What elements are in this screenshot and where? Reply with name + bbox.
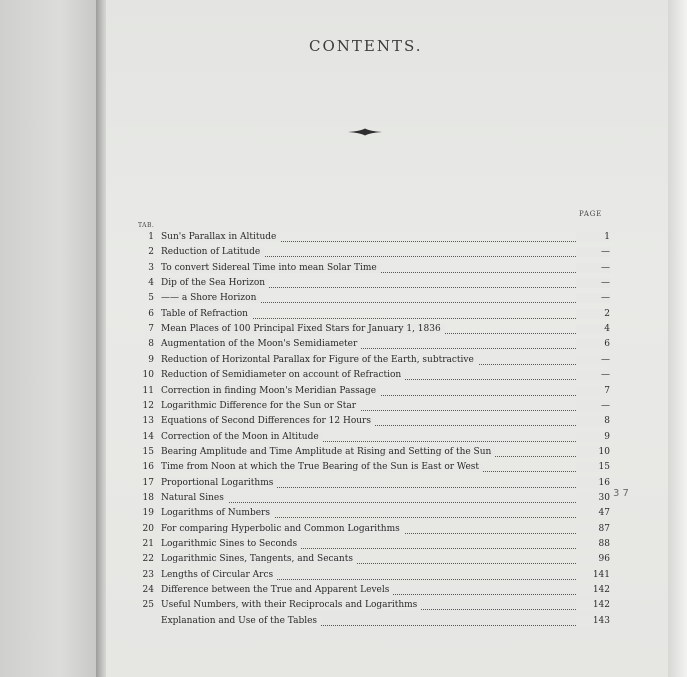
contents-row	[140, 429, 610, 444]
table-number: 13	[142, 416, 154, 427]
table-title: Reduction of Semidiameter on account of Refraction	[161, 370, 405, 380]
page-title: CONTENTS.	[309, 37, 423, 55]
table-number: 16	[142, 462, 154, 473]
table-title: Time from Noon at which the True Bearing of the Sun is East or West	[161, 462, 483, 472]
page-number: 2	[576, 309, 610, 319]
table-number: 20	[142, 523, 154, 534]
table-number: 8	[148, 339, 154, 350]
contents-row	[140, 367, 610, 382]
page-number: 15	[576, 462, 610, 472]
table-number: 10	[142, 370, 154, 381]
page-number: 1	[576, 232, 610, 242]
page-number: 30	[576, 493, 610, 503]
contents-row	[140, 306, 610, 321]
page-number: 6	[576, 339, 610, 349]
table-title: Correction of the Moon in Altitude	[161, 432, 323, 442]
table-number: 1	[148, 232, 154, 242]
page-number: 142	[576, 600, 610, 610]
left-page	[0, 0, 100, 677]
table-number: 3	[148, 262, 154, 273]
table-number: 2	[148, 247, 154, 258]
contents-row	[140, 490, 610, 505]
contents-row	[140, 352, 610, 367]
table-number: 5	[148, 293, 154, 304]
contents-row	[140, 613, 610, 628]
pencil-annotation: 3 7	[613, 488, 629, 499]
table-title: Difference between the True and Apparent Levels	[161, 585, 393, 595]
contents-row	[140, 459, 610, 474]
table-title: —— a Shore Horizon	[161, 293, 260, 303]
contents-row	[140, 383, 610, 398]
page-number: 10	[576, 447, 610, 457]
table-number: 25	[142, 600, 154, 611]
table-title: Useful Numbers, with their Reciprocals and Logarithms	[161, 600, 421, 610]
contents-row	[140, 275, 610, 290]
table-number: 6	[148, 308, 154, 319]
table-number: 12	[142, 400, 154, 411]
table-title: To convert Sidereal Time into mean Solar Time	[161, 263, 381, 273]
page-number: 141	[576, 570, 610, 580]
contents-row	[140, 505, 610, 520]
table-number: 17	[142, 477, 154, 488]
page-number: —	[576, 293, 610, 303]
table-number: 15	[142, 446, 154, 457]
page-number: 4	[576, 324, 610, 334]
table-title: Logarithmic Sines to Seconds	[161, 539, 301, 549]
table-number: 7	[148, 324, 154, 335]
table-title: Logarithmic Difference for the Sun or Star	[161, 401, 360, 411]
table-number: 9	[148, 354, 154, 365]
contents-row	[140, 536, 610, 551]
contents-row	[140, 567, 610, 582]
page-number: —	[576, 355, 610, 365]
table-title: Reduction of Horizontal Parallax for Figure of the Earth, subtractive	[161, 355, 478, 365]
contents-row	[140, 244, 610, 259]
table-title: Table of Refraction	[161, 309, 252, 319]
table-title: Equations of Second Differences for 12 Hours	[161, 416, 375, 426]
contents-row	[140, 521, 610, 536]
page-number: 47	[576, 508, 610, 518]
table-title: Natural Sines	[161, 493, 228, 503]
page-number: —	[576, 263, 610, 273]
table-title: Correction in finding Moon's Meridian Passage	[161, 386, 380, 396]
contents-row	[140, 551, 610, 566]
table-title: For comparing Hyperbolic and Common Logarithms	[161, 524, 404, 534]
contents-row	[140, 597, 610, 612]
table-title: Logarithmic Sines, Tangents, and Secants	[161, 554, 357, 564]
table-title: Mean Places of 100 Principal Fixed Stars for January 1, 1836	[161, 324, 445, 334]
page-column-header: PAGE	[579, 210, 603, 218]
page-number: 87	[576, 524, 610, 534]
table-title: Explanation and Use of the Tables	[161, 616, 321, 626]
page-edge	[668, 0, 687, 677]
table-title: Dip of the Sea Horizon	[161, 278, 269, 288]
contents-row	[140, 321, 610, 336]
contents-row	[140, 260, 610, 275]
table-number: 24	[142, 585, 154, 596]
table-number: 23	[142, 569, 154, 580]
page-number: 142	[576, 585, 610, 595]
contents-row	[140, 444, 610, 459]
table-number: 19	[142, 508, 154, 519]
page-number: —	[576, 247, 610, 257]
table-title: Bearing Amplitude and Time Amplitude at Rising and Setting of the Sun	[161, 447, 495, 457]
table-number: 4	[148, 278, 154, 289]
page-number: 7	[576, 386, 610, 396]
table-title: Sun's Parallax in Altitude	[161, 232, 280, 242]
table-title: Augmentation of the Moon's Semidiameter	[161, 339, 361, 349]
page-number: 96	[576, 554, 610, 564]
page-number: 88	[576, 539, 610, 549]
table-number: 18	[142, 492, 154, 503]
contents-row	[140, 582, 610, 597]
table-number: 22	[142, 554, 154, 565]
page-number: —	[576, 401, 610, 411]
page-number: 8	[576, 416, 610, 426]
contents-row	[140, 413, 610, 428]
table-number: 14	[142, 431, 154, 442]
page-number: 143	[576, 616, 610, 626]
table-title: Reduction of Latitude	[161, 247, 264, 257]
contents-row	[140, 290, 610, 305]
page-number: 9	[576, 432, 610, 442]
table-title: Lengths of Circular Arcs	[161, 570, 277, 580]
contents-row	[140, 475, 610, 490]
table-title: Proportional Logarithms	[161, 478, 277, 488]
table-number: 21	[142, 539, 154, 549]
tab-column-header: TAB.	[138, 222, 155, 229]
page-number: 16	[576, 478, 610, 488]
contents-row	[140, 229, 610, 244]
table-title: Logarithms of Numbers	[161, 508, 274, 518]
contents-row	[140, 398, 610, 413]
contents-row	[140, 336, 610, 351]
table-number: 11	[142, 385, 154, 396]
page-number: —	[576, 370, 610, 380]
page-number: —	[576, 278, 610, 288]
ornament-rule	[348, 128, 382, 136]
